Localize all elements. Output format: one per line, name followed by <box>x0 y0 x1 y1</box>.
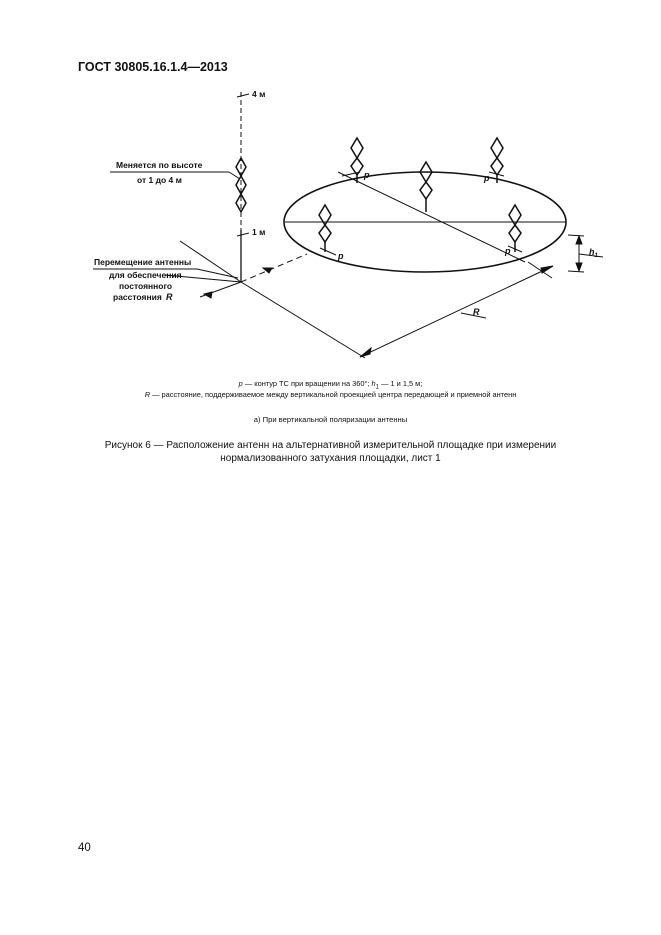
label-move-3: постоянного <box>119 281 173 291</box>
tick-1m <box>237 233 249 236</box>
label-p-back-left: p <box>364 170 370 180</box>
r-arrow-left <box>360 348 371 357</box>
p-leader <box>320 248 336 255</box>
label-h1: $h_1$ <box>589 247 598 259</box>
page-number: 40 <box>78 842 91 854</box>
antenna-back-right <box>491 138 503 183</box>
antenna-back-left <box>351 138 363 183</box>
label-p-front-left: p <box>338 251 344 261</box>
antenna-front-left <box>319 205 331 252</box>
label-varies-1: Меняется по высоте <box>116 160 203 170</box>
legend-line-1: p — контур ТС при вращении на 360°; $h_1$ — 1 и 1,5 м; <box>238 379 423 391</box>
antenna-front-right <box>509 205 521 252</box>
h1-arrow-bottom <box>576 263 582 271</box>
ellipse-diagonal-axis <box>338 172 525 262</box>
h1-ext-top <box>568 235 584 236</box>
h1-arrow-top <box>576 236 582 244</box>
label-p-back-right: p <box>484 173 490 183</box>
figure-title: Рисунок 6 — Расположение антенн на альтернативной измерительной площадке при измерении нормализованного затухания площадки, лист 1 <box>104 440 557 464</box>
varies-leader-end <box>229 172 240 179</box>
figure-subcaption: а) При вертикальной поляризации антенны <box>253 415 408 424</box>
label-move-4: расстояния <box>113 292 162 302</box>
move-leader-end <box>197 269 238 278</box>
label-move-1: Перемещение антенны <box>94 257 192 267</box>
r-arrow-right <box>541 266 553 273</box>
label-p-front-right: p <box>505 246 511 256</box>
legend-line-2: R — расстояние, поддерживаемое между вертикальной проекцией центра передающей и приемной антенн <box>144 390 517 399</box>
h1-ext-bottom <box>568 271 584 272</box>
label-R: R <box>473 307 480 317</box>
base-ray-to-ellipse <box>241 254 307 282</box>
r-dimension-line <box>360 266 553 357</box>
label-varies-2: от 1 до 4 м <box>137 175 182 185</box>
antenna-center <box>420 162 432 212</box>
label-1m: 1 м <box>252 227 266 237</box>
label-move-R: R <box>166 292 173 302</box>
document-header: ГОСТ 30805.16.1.4—2013 <box>78 60 228 74</box>
r-extension-line <box>241 282 365 358</box>
label-4m: 4 м <box>252 89 266 99</box>
tick-4m <box>237 94 249 97</box>
label-move-2: для обеспечения <box>109 270 182 280</box>
arrowhead <box>204 292 212 298</box>
